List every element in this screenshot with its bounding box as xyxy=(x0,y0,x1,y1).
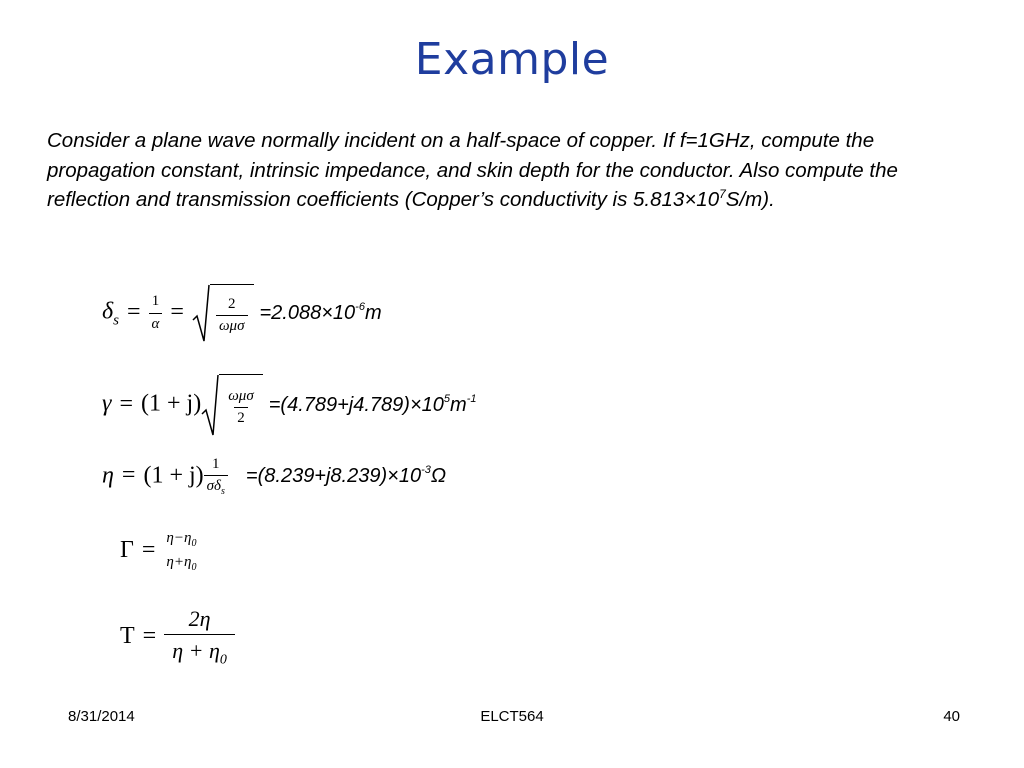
result-mantissa: =2.088×10 xyxy=(259,301,356,324)
gamma-symbol: γ xyxy=(102,390,112,417)
equals-sign: = xyxy=(142,622,157,649)
footer-course: ELCT564 xyxy=(480,708,544,725)
fraction-numerator: 2η xyxy=(188,606,211,631)
conductivity-exponent: 7 xyxy=(719,187,726,201)
radical-sign xyxy=(192,284,210,342)
gamma-capital-symbol: Γ xyxy=(120,537,134,564)
fraction-denominator xyxy=(163,552,199,574)
result-unit: m xyxy=(450,393,467,416)
denominator-text: σδ xyxy=(206,478,222,495)
denominator-subscript: 0 xyxy=(219,652,227,668)
denominator-subscript: 0 xyxy=(191,561,197,573)
result-exponent: 5 xyxy=(443,392,451,405)
fraction-denominator: α xyxy=(149,313,163,333)
delta-symbol: δ xyxy=(102,298,114,325)
result-exponent: -6 xyxy=(355,300,365,313)
problem-statement xyxy=(47,126,977,215)
reflection-coefficient-equation xyxy=(120,530,199,573)
one-plus-j-factor: (1 + j) xyxy=(143,462,204,489)
equals-sign: = xyxy=(119,390,134,417)
denominator-text: η+η xyxy=(166,553,192,570)
problem-text: Consider a plane wave normally incident on a half-space of copper. If f=1GHz, compute the propagation constant, intrinsic impedance, and skin depth for the conductor. Also compute the reflection and transmission coefficients (Copper’s conductivity is 5.813×10 xyxy=(47,129,898,211)
fraction-numerator: 2 xyxy=(227,295,236,312)
one-plus-j-factor: (1 + j) xyxy=(141,390,202,417)
equals-sign: = xyxy=(141,537,156,564)
numerator-text: η−η xyxy=(166,530,192,546)
page-number: 40 xyxy=(943,708,960,725)
eta-symbol: η xyxy=(102,462,114,489)
t-symbol: T xyxy=(120,622,135,649)
fraction-numerator xyxy=(163,530,199,552)
fraction-numerator: 1 xyxy=(151,293,160,310)
fraction-numerator: 1 xyxy=(212,456,220,472)
fraction-denominator: 2 xyxy=(234,407,248,427)
impedance-fraction xyxy=(204,456,228,498)
footer-date: 8/31/2014 xyxy=(68,708,135,725)
equals-sign: = xyxy=(170,298,184,325)
fraction-denominator xyxy=(204,475,228,498)
slide-title: Example xyxy=(414,34,610,85)
result-mantissa: =(4.789+j4.789)×10 xyxy=(268,393,444,416)
equals-sign: = xyxy=(127,298,141,325)
propagation-constant-equation xyxy=(102,374,476,436)
impedance-result xyxy=(246,465,446,487)
fraction-denominator xyxy=(164,634,235,668)
radicand-fraction xyxy=(216,296,248,336)
delta-subscript: s xyxy=(113,312,119,329)
result-mantissa: =(8.239+j8.239)×10 xyxy=(245,465,422,488)
numerator-subscript: 0 xyxy=(191,538,197,549)
result-unit: Ω xyxy=(430,465,447,488)
fraction-denominator: ωμσ xyxy=(216,315,248,335)
problem-text-end: S/m). xyxy=(725,188,775,211)
radical-sign xyxy=(201,374,219,436)
result-exponent: -3 xyxy=(421,464,431,477)
transmission-coefficient-equation xyxy=(120,606,235,669)
square-root xyxy=(201,374,263,436)
result-unit: m xyxy=(364,301,382,324)
one-over-alpha-fraction xyxy=(149,293,163,333)
equals-sign: = xyxy=(121,462,136,489)
fraction-numerator: ωμσ xyxy=(228,387,254,404)
transmission-fraction xyxy=(164,606,235,669)
denominator-subscript: s xyxy=(221,486,225,498)
result-unit-exponent: -1 xyxy=(466,392,477,405)
impedance-equation xyxy=(102,456,446,498)
propagation-constant-result xyxy=(269,394,477,416)
skin-depth-result xyxy=(260,302,382,324)
radicand-fraction xyxy=(225,388,257,428)
square-root xyxy=(192,284,254,342)
skin-depth-equation xyxy=(102,284,382,342)
reflection-fraction xyxy=(163,530,199,573)
denominator-text: η + η xyxy=(172,638,220,664)
